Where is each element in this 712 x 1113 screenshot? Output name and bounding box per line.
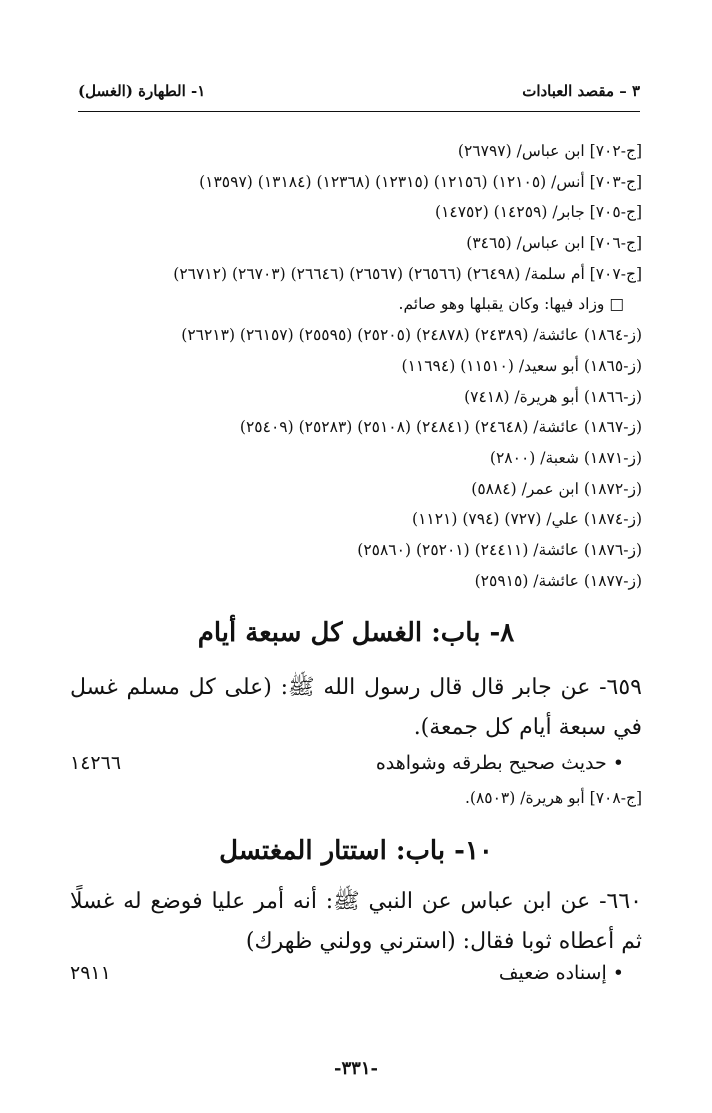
hadith-660-grade-row bbox=[70, 962, 642, 992]
hadith-660: ٦٦٠- عن ابن عباس عن النبي ﷺ: أنه أمر عليا فوضع له غسلًا ثم أعطاه ثوبا فقال: (استرني وولني ظهرك) bbox=[70, 889, 642, 954]
reference-line: (ز-١٨٦٥) أبو سعيد/ (١١٥١٠) (١١٦٩٤) bbox=[401, 356, 642, 375]
hadith-grade: • إسناده ضعيف bbox=[498, 962, 624, 984]
reference-line: [ج-٧٠٨] أبو هريرة/ (٨٥٠٣). bbox=[464, 789, 642, 807]
running-header bbox=[78, 76, 640, 108]
hadith-number: ٢٩١١ bbox=[70, 962, 111, 984]
reference-line: (ز-١٨٧٧) عائشة/ (٢٥٩١٥) bbox=[474, 571, 642, 590]
reference-line: [ج-٧٠٧] أم سلمة/ (٢٦٤٩٨) (٢٦٥٦٦) (٢٦٥٦٧) (٢٦٦٤٦) (٢٦٧٠٣) (٢٦٧١٢) bbox=[173, 264, 642, 283]
reference-line: (ز-١٨٦٦) أبو هريرة/ (٧٤١٨) bbox=[464, 387, 642, 406]
hadith-number: ١٤٢٦٦ bbox=[70, 752, 122, 774]
reference-line: (ز-١٨٦٤) عائشة/ (٢٤٣٨٩) (٢٤٨٧٨) (٢٥٢٠٥) (٢٥٥٩٥) (٢٦١٥٧) (٢٦٢١٣) bbox=[181, 326, 642, 345]
hadith-659: ٦٥٩- عن جابر قال قال رسول الله ﷺ: (على كل مسلم غسل في سبعة أيام كل جمعة). bbox=[70, 675, 642, 740]
hadith-659-grade-row bbox=[70, 752, 642, 782]
chapter-title-8: ٨- باب: الغسل كل سبعة أيام bbox=[197, 618, 515, 648]
reference-line: (ز-١٨٧٤) علي/ (٧٢٧) (٧٩٤) (١١٢١) bbox=[412, 510, 642, 529]
reference-line: (ز-١٨٦٧) عائشة/ (٢٤٦٤٨) (٢٤٨٤١) (٢٥١٠٨) (٢٥٢٨٣) (٢٥٤٠٩) bbox=[239, 418, 642, 437]
reference-note: □ وزاد فيها: وكان يقبلها وهو صائم. bbox=[398, 295, 624, 314]
header-divider bbox=[78, 111, 640, 112]
page-number: -٣٣١- bbox=[334, 1058, 378, 1079]
header-book-section: ٣ – مقصد العبادات bbox=[522, 82, 640, 100]
reference-list bbox=[42, 136, 642, 596]
reference-line: [ج-٧٠٦] ابن عباس/ (٣٤٦٥) bbox=[466, 234, 642, 253]
reference-line: [ج-٧٠٥] جابر/ (١٤٢٥٩) (١٤٧٥٢) bbox=[435, 203, 642, 222]
hadith-grade: • حديث صحيح بطرقه وشواهده bbox=[375, 752, 624, 774]
reference-line: [ج-٧٠٣] أنس/ (١٢١٠٥) (١٢١٥٦) (١٢٣١٥) (١٢٣٦٨) (١٣١٨٤) (١٣٥٩٧) bbox=[199, 172, 642, 191]
reference-line: [ج-٧٠٢] ابن عباس/ (٢٦٧٩٧) bbox=[457, 142, 642, 160]
reference-line: (ز-١٨٧٢) ابن عمر/ (٥٨٨٤) bbox=[471, 479, 642, 498]
header-chapter: ١- الطهارة (الغسل) bbox=[78, 82, 206, 100]
reference-line: (ز-١٨٧٦) عائشة/ (٢٤٤١١) (٢٥٢٠١) (٢٥٨٦٠) bbox=[357, 540, 642, 559]
chapter-title-10: ١٠- باب: استتار المغتسل bbox=[219, 836, 493, 866]
reference-line: (ز-١٨٧١) شعبة/ (٢٨٠٠) bbox=[489, 448, 642, 467]
